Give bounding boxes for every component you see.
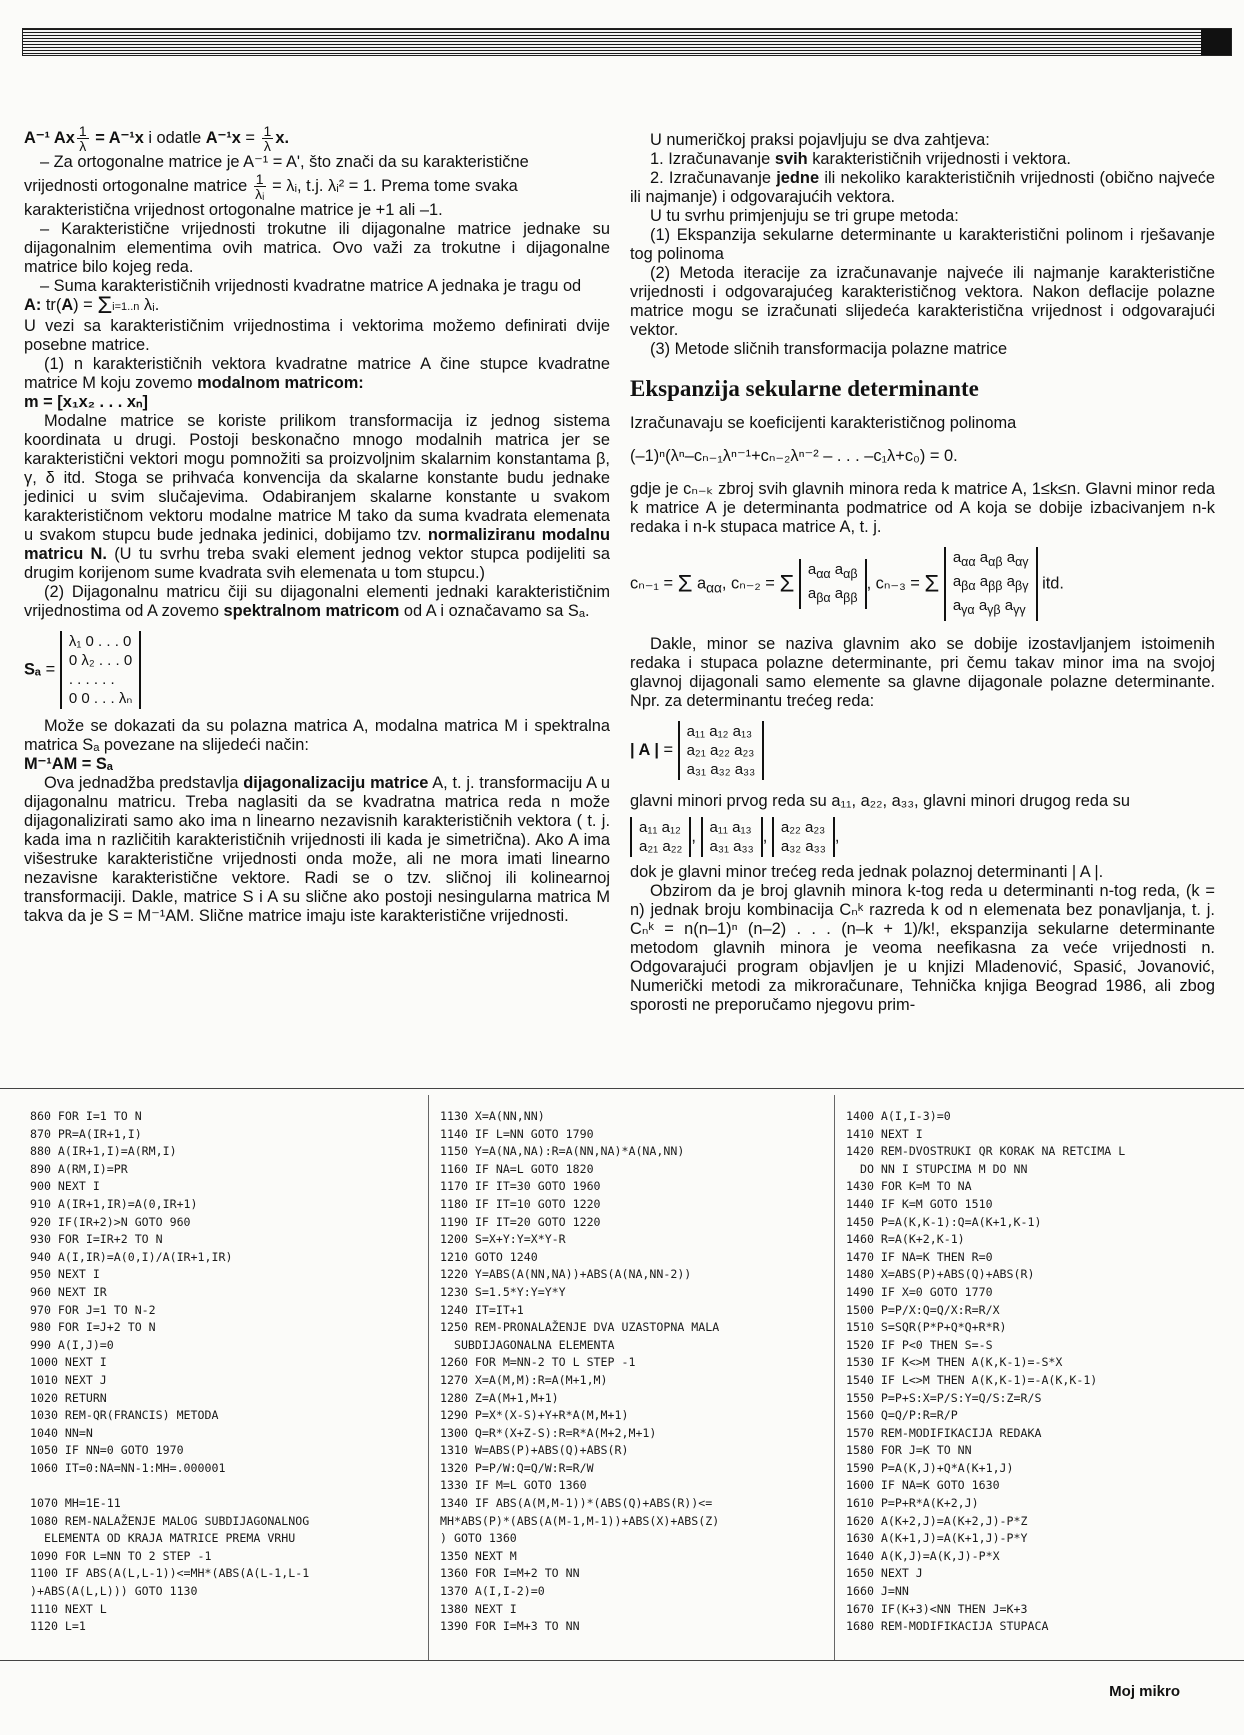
code-line: 1330 IF M=L GOTO 1360 [440, 1478, 587, 1493]
code-line: 1430 FOR K=M TO NA [846, 1179, 972, 1194]
code-line: 1190 IF IT=20 GOTO 1220 [440, 1214, 601, 1229]
paragraph-triangular: – Karakteristične vrijednosti trokutne ili dijagonalne matrice jednake su dijagonalnim elementima ovih matrica. Ovo važi za trokutne i dijagonalne matrice bilo kojeg reda. [24, 220, 610, 276]
code-line: 1240 IT=IT+1 [440, 1302, 524, 1317]
code-line: 1580 FOR J=K TO NN [846, 1443, 972, 1458]
section-heading: Ekspanzija sekularne determinante [630, 376, 979, 401]
header-stripe-bar [22, 28, 1232, 56]
code-line: 1370 A(I,I-2)=0 [440, 1584, 545, 1599]
code-line: 1450 P=A(K,K-1):Q=A(K+1,K-1) [846, 1214, 1042, 1229]
code-line: 1280 Z=A(M+1,M+1) [440, 1390, 559, 1405]
code-line: 1260 FOR M=NN-2 TO L STEP -1 [440, 1355, 636, 1370]
code-divider-2 [834, 1095, 835, 1660]
code-line: 910 A(IR+1,IR)=A(0,IR+1) [30, 1196, 198, 1211]
equation-diagonalization: M⁻¹AM = Sₐ [24, 755, 114, 773]
code-line: 1080 REM-NALAŽENJE MALOG SUBDIJAGONALNOG [30, 1513, 310, 1528]
code-line: 1480 X=ABS(P)+ABS(Q)+ABS(R) [846, 1267, 1035, 1282]
footer-rule [0, 1660, 1244, 1661]
code-line: 1050 IF NN=0 GOTO 1970 [30, 1443, 184, 1458]
code-line: 860 FOR I=1 TO N [30, 1109, 142, 1123]
code-line: 1210 GOTO 1240 [440, 1249, 538, 1264]
determinant-matrix: a₁₁ a₁₂ a₁₃ a₂₁ a₂₂ a₂₃ a₃₁ a₃₂ a₃₃ [678, 721, 765, 780]
code-line: 870 PR=A(IR+1,I) [30, 1126, 142, 1141]
code-line: 1200 S=X+Y:Y=X*Y-R [440, 1232, 566, 1247]
code-line: 880 A(IR+1,I)=A(RM,I) [30, 1144, 177, 1159]
code-line: 1650 NEXT J [846, 1566, 923, 1581]
equation-determinant-3: | A | = a₁₁ a₁₂ a₁₃ a₂₁ a₂₂ a₂₃ a₃₁ a₃₂ a₃₃ [630, 721, 1215, 780]
code-listing-column-2 [440, 1108, 830, 1636]
equation-trace: A: tr(A) = Σi=1..n λᵢ. [24, 292, 160, 320]
code-line: 1680 REM-MODIFIKACIJA STUPACA [846, 1619, 1049, 1634]
code-listing-column-1 [30, 1108, 410, 1636]
spectral-matrix: λ₁ 0 . . . 0 0 λ₂ . . . 0 . . . . . . 0 0 . . . λₙ [60, 631, 142, 709]
code-line: 940 A(I,IR)=A(0,I)/A(IR+1,IR) [30, 1249, 233, 1264]
code-line: 1460 R=A(K+2,K-1) [846, 1232, 965, 1247]
code-line: 1420 REM-DVOSTRUKI QR KORAK NA RETCIMA L [846, 1144, 1126, 1159]
left-text-column [24, 124, 610, 926]
code-line: 980 FOR I=J+2 TO N [30, 1320, 156, 1335]
paragraph-third-order-minor: dok je glavni minor trećeg reda jednak polaznoj determinanti | A |. [630, 863, 1104, 881]
code-line: 1410 NEXT I [846, 1126, 923, 1141]
magazine-brand: Moj mikro [1109, 1683, 1180, 1700]
code-line: 1560 Q=Q/P:R=R/P [846, 1408, 958, 1423]
paragraph-method-1: (1) Ekspanzija sekularne determinante u karakteristični polinom i rješavanje tog polinoma [630, 226, 1215, 263]
code-line: 890 A(RM,I)=PR [30, 1161, 128, 1176]
paragraph-modal: (1) n karakterističnih vektora kvadratne matrice A čine stupce kvadratne matrice M koju zovemo modalnom matricom: [24, 355, 610, 392]
paragraph-combinations: Obzirom da je broj glavnih minora k-tog reda u determinanti n-tog reda, (k = n) jednak broju kombinacija Cₙᵏ razreda k od n elemenata bez ponavljanja, t. j. Cₙᵏ = n(n–1)ⁿ (n–2) . . . (n–k + 1)/k!, ekspanzija sekularne determinante metodom glavnih minora je veoma neefikasna za veće vrijednosti n. Odgovarajući program objavljen je u knjizi Mladenović, Spasić, Jovanović, Numerički metodi za mikroračunare, Tehnička knjiga Beograd 1986, ali zbog sporosti ne preporučamo njegovu prim- [630, 882, 1215, 1014]
equation-minors-sum: cₙ₋₁ = Σ $a_{\alpha\alpha}$, cₙ₋₂ = Σ $a_{\alpha\alpha}$ $a_{\alpha\beta}$ $a_{\beta\alpha}$ $a_{\beta\beta}$ , cₙ₋₃ = Σ $a_{\alpha\alpha}$ $a_{\alpha\beta}$ $a_{\alpha\gamma}$ $a_{\beta\alpha}$ $a_{\beta\beta}$ $a_{\beta\gamma}$ $a_{\gamma\alpha}$ $a_{\gamma\beta}$ $a_{\gamma\gamma}$ itd. [630, 547, 1215, 621]
code-line: 1130 X=A(NN,NN) [440, 1109, 545, 1123]
paragraph-orthogonal: – Za ortogonalne matrice je A⁻¹ = A', što znači da su karakteristične [40, 153, 529, 171]
paragraph-numeric-practice: U numeričkoj praksi pojavljuju se dva zahtjeva: [650, 131, 990, 149]
code-line: 1270 X=A(M,M):R=A(M+1,M) [440, 1372, 608, 1387]
code-line: 1120 L=1 [30, 1619, 86, 1634]
code-line: 1500 P=P/X:Q=Q/X:R=R/X [846, 1302, 1000, 1317]
code-line: )+ABS(A(L,L))) GOTO 1130 [30, 1584, 198, 1599]
code-line: 950 NEXT I [30, 1267, 100, 1282]
code-line: 1640 A(K,J)=A(K,J)-P*X [846, 1548, 1000, 1563]
paragraph-minor-definition: Dakle, minor se naziva glavnim ako se dobije izostavljanjem istoimenih redaka i stupaca polazne determinante, pri čemu takav minor ima na svojoj glavnoj dijagonali samo elemente sa glavne dijagonale polazne determinante. Npr. za determinantu trećeg reda: [630, 635, 1215, 710]
code-line: 1360 FOR I=M+2 TO NN [440, 1566, 580, 1581]
paragraph-coefficients: Izračunavaju se koeficijenti karakterističnog polinoma [630, 414, 1017, 432]
code-line: 1090 FOR L=NN TO 2 STEP -1 [30, 1548, 212, 1563]
paragraph-requirement-2: 2. Izračunavanje jedne ili nekoliko karakterističnih vrijednosti (obično najveće ili najmanje) i odgovarajućih vektora. [630, 169, 1216, 206]
code-line: 920 IF(IR+2)>N GOTO 960 [30, 1214, 191, 1229]
code-line: 1070 MH=1E-11 [30, 1496, 121, 1511]
code-line: DO NN I STUPCIMA M DO NN [846, 1161, 1028, 1176]
code-line: 1350 NEXT M [440, 1548, 517, 1563]
code-line: 1540 IF L<>M THEN A(K,K-1)=-A(K,K-1) [846, 1372, 1098, 1387]
paragraph-normalized: Modalne matrice se koriste prilikom transformacija iz jednog sistema koordinata u drugi. Postoji beskonačno mnogo modalnih matrica jer se karakteristični vektori mogu pomnožiti sa proizvoljnim skalarnim konstantama β, γ, δ itd. Stoga se prihvaća konvencija da skalarne konstante budu jednake jedinici u svim slučajevima. Odabiranjem skalarne konstante u svakom karakterističnom vektoru modalne matrice M tako da suma kvadrata elemenata u svakom stupcu bude jednaka jedinici, dobijamo tzv. normaliziranu modalnu matricu N. (U tu svrhu treba svaki element jednog vektor stupca podijeliti sa drugim korijenom sume kvadrata svih elemenata u tom stupcu.) [24, 412, 610, 582]
code-line: SUBDIJAGONALNA ELEMENTA [440, 1337, 615, 1352]
equation-spectral-matrix: Sₐ = λ₁ 0 . . . 0 0 λ₂ . . . 0 . . . . . . 0 0 . . . λₙ [24, 631, 610, 709]
code-line: 1150 Y=A(NA,NA):R=A(NN,NA)*A(NA,NN) [440, 1144, 685, 1159]
code-line: 1590 P=A(K,J)+Q*A(K+1,J) [846, 1460, 1014, 1475]
code-line: MH*ABS(P)*(ABS(A(M-1,M-1))+ABS(X)+ABS(Z) [440, 1513, 720, 1528]
equation-polynomial: (–1)ⁿ(λⁿ–cₙ₋₁λⁿ⁻¹+cₙ₋₂λⁿ⁻² – . . . –c₁λ+c₀) = 0. [630, 447, 958, 465]
code-line: 1160 IF NA=L GOTO 1820 [440, 1161, 594, 1176]
code-line: 1490 IF X=0 GOTO 1770 [846, 1284, 993, 1299]
paragraph-requirement-1: 1. Izračunavanje svih karakterističnih vrijednosti i vektora. [650, 150, 1071, 168]
paragraph-diagonalization: Ova jednadžba predstavlja dijagonalizaciju matrice A, t. j. transformaciju A u dijagonalnu matricu. Treba naglasiti da se kvadratna matrica reda n može dijagonalizirati samo ako ima n linearno nezavisnih karakterističnih vektora ( t. j. kada ima n različitih karakterističnih vrijednosti ili kada je simetrična). Ako A ima višestruke karakteristične vrijednosti onda može, ali ne mora imati linearno nezavisne karakteristične vektore. Radi se o tzv. sličnoj ili kolinearnoj transformaciji. Dakle, matrice S i A su slične ako postoji nesingularna matrica M takva da je S = M⁻¹AM. Slične matrice imaju iste karakteristične vrijednosti. [24, 774, 610, 925]
code-line: 1570 REM-MODIFIKACIJA REDAKA [846, 1425, 1042, 1440]
code-line: 1380 NEXT I [440, 1601, 517, 1616]
code-line [30, 1477, 410, 1495]
code-line: 1610 P=P+R*A(K+2,J) [846, 1496, 979, 1511]
code-line: 1290 P=X*(X-S)+Y+R*A(M,M+1) [440, 1408, 629, 1423]
code-line: 1000 NEXT I [30, 1355, 107, 1370]
code-line: 1510 S=SQR(P*P+Q*Q+R*R) [846, 1320, 1007, 1335]
code-line: 1660 J=NN [846, 1584, 909, 1599]
code-line: 1030 REM-QR(FRANCIS) METODA [30, 1408, 219, 1423]
paragraph-first-order-minors: glavni minori prvog reda su a₁₁, a₂₂, a₃₃, glavni minori drugog reda su [630, 792, 1130, 810]
paragraph-two-matrices: U vezi sa karakterističnim vrijednostima i vektorima možemo definirati dvije posebne matrice. [24, 317, 610, 354]
code-line: 1300 Q=R*(X+Z-S):R=R*A(M+2,M+1) [440, 1425, 657, 1440]
code-line: 1470 IF NA=K THEN R=0 [846, 1249, 993, 1264]
code-listing-column-3 [846, 1108, 1226, 1636]
paragraph-method-2: (2) Metoda iteracije za izračunavanje najveće ili najmanje karakteristične vrijednosti i odgovarajućeg karakterističnog vektora. Nakon deflacije polazne matrice mogu se izračunati slijedeća karakteristična vrijednost i odgovarajući vektor. [630, 264, 1215, 339]
code-line: 990 A(I,J)=0 [30, 1337, 114, 1352]
code-line: 1620 A(K+2,J)=A(K+2,J)-P*Z [846, 1513, 1028, 1528]
right-text-column [630, 131, 1215, 1015]
paragraph-eigen-value: karakteristična vrijednost ortogonalne matrice je +1 ali –1. [24, 201, 443, 219]
code-line: 960 NEXT IR [30, 1284, 107, 1299]
code-line: ELEMENTA OD KRAJA MATRICE PREMA VRHU [30, 1531, 296, 1546]
code-line: 1600 IF NA=K GOTO 1630 [846, 1478, 1000, 1493]
equation-second-order-minors: a₁₁ a₁₂ a₂₁ a₂₂ , a₁₁ a₁₃ a₃₁ a₃₃ , a₂₂ a₂₃ a₃₂ a₃₃ , [630, 817, 1215, 857]
code-line: 1010 NEXT J [30, 1372, 107, 1387]
code-line: 1220 Y=ABS(A(NN,NA))+ABS(A(NA,NN-2)) [440, 1267, 692, 1282]
paragraph-principal-minor: gdje je cₙ₋ₖ zbroj svih glavnih minora reda k matrice A, 1≤k≤n. Glavni minor reda k matrice A je determinanta podmatrice od A koja se dobije izbacivanjem n-k redaka i n-k stupaca matrice A, t. j. [630, 480, 1215, 536]
code-line: ) GOTO 1360 [440, 1531, 517, 1546]
code-line: 1140 IF L=NN GOTO 1790 [440, 1126, 594, 1141]
paragraph-relation: Može se dokazati da su polazna matrica A, modalna matrica M i spektralna matrica Sₐ povezane na slijedeći način: [24, 717, 610, 754]
equation-inverse: A⁻¹ Ax $\frac{1}{\lambda}$ = A⁻¹x i odatle A⁻¹x = $\frac{1}{\lambda}$ x. [24, 123, 289, 154]
code-line: 1230 S=1.5*Y:Y=Y*Y [440, 1284, 566, 1299]
code-line: 1530 IF K<>M THEN A(K,K-1)=-S*X [846, 1355, 1063, 1370]
code-line: 1060 IT=0:NA=NN-1:MH=.000001 [30, 1460, 226, 1475]
code-line: 1340 IF ABS(A(M,M-1))*(ABS(Q)+ABS(R))<= [440, 1496, 713, 1511]
code-line: 970 FOR J=1 TO N-2 [30, 1302, 156, 1317]
code-line: 1390 FOR I=M+3 TO NN [440, 1619, 580, 1634]
code-line: 1670 IF(K+3)<NN THEN J=K+3 [846, 1601, 1028, 1616]
code-line: 1100 IF ABS(A(L,L-1))<=MH*(ABS(A(L-1,L-1 [30, 1566, 310, 1581]
code-line: 1040 NN=N [30, 1425, 93, 1440]
code-line: 1550 P=P+S:X=P/S:Y=Q/S:Z=R/S [846, 1390, 1042, 1405]
paragraph-spectral: (2) Dijagonalnu matricu čiji su dijagonalni elementi jednaki karakterističnim vrijednostima od A zovemo spektralnom matricom od A i označavamo sa Sₐ. [24, 583, 610, 620]
equation-modal: m = [x₁x₂ . . . xₙ] [24, 393, 148, 411]
code-line: 1520 IF P<0 THEN S=-S [846, 1337, 993, 1352]
section-divider [0, 1088, 1244, 1089]
code-line: 1400 A(I,I-3)=0 [846, 1109, 951, 1123]
header-stripe-end [1201, 29, 1231, 55]
code-line: 1320 P=P/W:Q=Q/W:R=R/W [440, 1460, 594, 1475]
equation-orthogonal: vrijednosti ortogonalne matrice $\frac{1}{\text{λᵢ}}$ = λᵢ, t.j. λᵢ² = 1. Prema tome svaka [24, 171, 518, 202]
code-line: 1110 NEXT L [30, 1601, 107, 1616]
code-line: 1310 W=ABS(P)+ABS(Q)+ABS(R) [440, 1443, 629, 1458]
code-line: 1250 REM-PRONALAŽENJE DVA UZASTOPNA MALA [440, 1320, 720, 1335]
code-line: 1630 A(K+1,J)=A(K+1,J)-P*Y [846, 1531, 1028, 1546]
paragraph-trace: – Suma karakterističnih vrijednosti kvadratne matrice A jednaka je tragu od [40, 277, 582, 295]
code-line: 930 FOR I=IR+2 TO N [30, 1232, 163, 1247]
paragraph-method-groups: U tu svrhu primjenjuju se tri grupe metoda: [650, 207, 959, 225]
code-line: 900 NEXT I [30, 1179, 100, 1194]
paragraph-method-3: (3) Metode sličnih transformacija polazne matrice [650, 340, 1008, 358]
code-line: 1180 IF IT=10 GOTO 1220 [440, 1196, 601, 1211]
code-line: 1440 IF K=M GOTO 1510 [846, 1196, 993, 1211]
code-line: 1020 RETURN [30, 1390, 107, 1405]
code-divider-1 [428, 1095, 429, 1660]
code-line: 1170 IF IT=30 GOTO 1960 [440, 1179, 601, 1194]
